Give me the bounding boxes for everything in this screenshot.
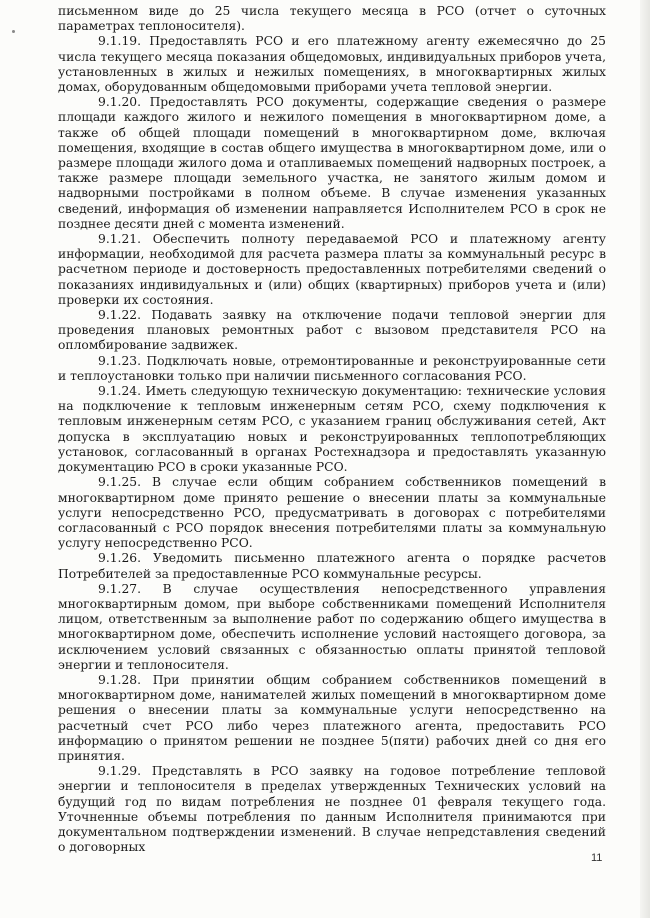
- paragraph-9-1-29: 9.1.29. Представлять в РСО заявку на годовое потребление тепловой энергии и теплоносителя в пределах утвержденных Технических условий на будущий год по видам потребления не позднее 01 февраля текущего года. Уточненные объемы потребления по данным Исполнителя принимаются при документальном подтверждении изменений. В случае непредставления сведений о договорных: [58, 764, 606, 855]
- paragraph-9-1-21: 9.1.21. Обеспечить полноту передаваемой РСО и платежному агенту информации, необходимой для расчета размера платы за коммунальный ресурс в расчетном периоде и достоверность предоставленных потребителями сведений о показаниях индивидуальных и (или) общих (квартирных) приборов учета и (или) проверки их состояния.: [58, 232, 606, 307]
- paragraph-9-1-28: 9.1.28. При принятии общим собранием собственников помещений в многоквартирном доме, нанимателей жилых помещений в многоквартирном доме решения о внесении платы за коммунальные услуги непосредственно на расчетный счет РСО либо через платежного агента, предоставить РСО информацию о принятом решении не позднее 5(пяти) рабочих дней со дня его принятия.: [58, 672, 606, 763]
- paragraph-9-1-27: 9.1.27. В случае осуществления непосредственного управления многоквартирным домом, при выборе собственниками помещений Исполнителя лицом, ответственным за выполнение работ по содержанию общего имущества в многоквартирном доме, обеспечить исполнение условий настоящего договора, за исключением условий связанных с обязанностью оплаты принятой тепловой энергии и теплоносителя.: [58, 581, 606, 672]
- paragraph-9-1-25: 9.1.25. В случае если общим собранием собственников помещений в многоквартирном доме принято решение о внесении платы за коммунальные услуги непосредственно РСО, предусматривать в договорах с потребителями согласованный с РСО порядок внесения потребителями платы за коммунальную услугу непосредственно РСО.: [58, 475, 606, 551]
- paragraph-continuation: письменном виде до 25 числа текущего месяца в РСО (отчет о суточных параметрах теплоносителя).: [58, 4, 606, 34]
- paragraph-9-1-23: 9.1.23. Подключать новые, отремонтированные и реконструированные сети и теплоустановки только при наличии письменного согласования РСО.: [58, 353, 606, 383]
- paragraph-9-1-26: 9.1.26. Уведомить письменно платежного агента о порядке расчетов Потребителей за предоставленные РСО коммунальные ресурсы.: [58, 551, 606, 581]
- page-edge-shadow: [640, 0, 650, 918]
- paragraph-9-1-24: 9.1.24. Иметь следующую техническую документацию: технические условия на подключение к тепловым инженерным сетям РСО, схему подключения к тепловым инженерным сетям РСО, с указанием границ обслуживания сетей, Акт допуска в эксплуатацию новых и реконструированных теплопотребляющих установок, согласованный в органах Ростехнадзора и предоставлять указанную документацию РСО в сроки указанные РСО.: [58, 384, 606, 475]
- paragraph-9-1-19: 9.1.19. Предоставлять РСО и его платежному агенту ежемесячно до 25 числа текущего месяца показания общедомовых, индивидуальных приборов учета, установленных в жилых и нежилых помещениях, в многоквартирных жилых домах, оборудованным общедомовыми приборами учета тепловой энергии.: [58, 34, 606, 95]
- page-number: 11: [591, 852, 603, 864]
- document-body: [58, 4, 606, 855]
- scan-speck: [12, 30, 15, 33]
- paragraph-9-1-20: 9.1.20. Предоставлять РСО документы, содержащие сведения о размере площади каждого жилого и нежилого помещения в многоквартирном доме, а также об общей площади помещений в многоквартирном доме, включая помещения, входящие в состав общего имущества в многоквартирном доме, или о размере площади жилого дома и отапливаемых помещений надворных построек, а также размере площади земельного участка, не занятого жилым домом и надворными постройками в полном объеме. В случае изменения указанных сведений, информация об изменении направляется Исполнителем РСО в срок не позднее десяти дней с момента изменений.: [58, 95, 606, 231]
- paragraph-9-1-22: 9.1.22. Подавать заявку на отключение подачи тепловой энергии для проведения плановых ремонтных работ с вызовом представителя РСО на опломбирование задвижек.: [58, 308, 606, 353]
